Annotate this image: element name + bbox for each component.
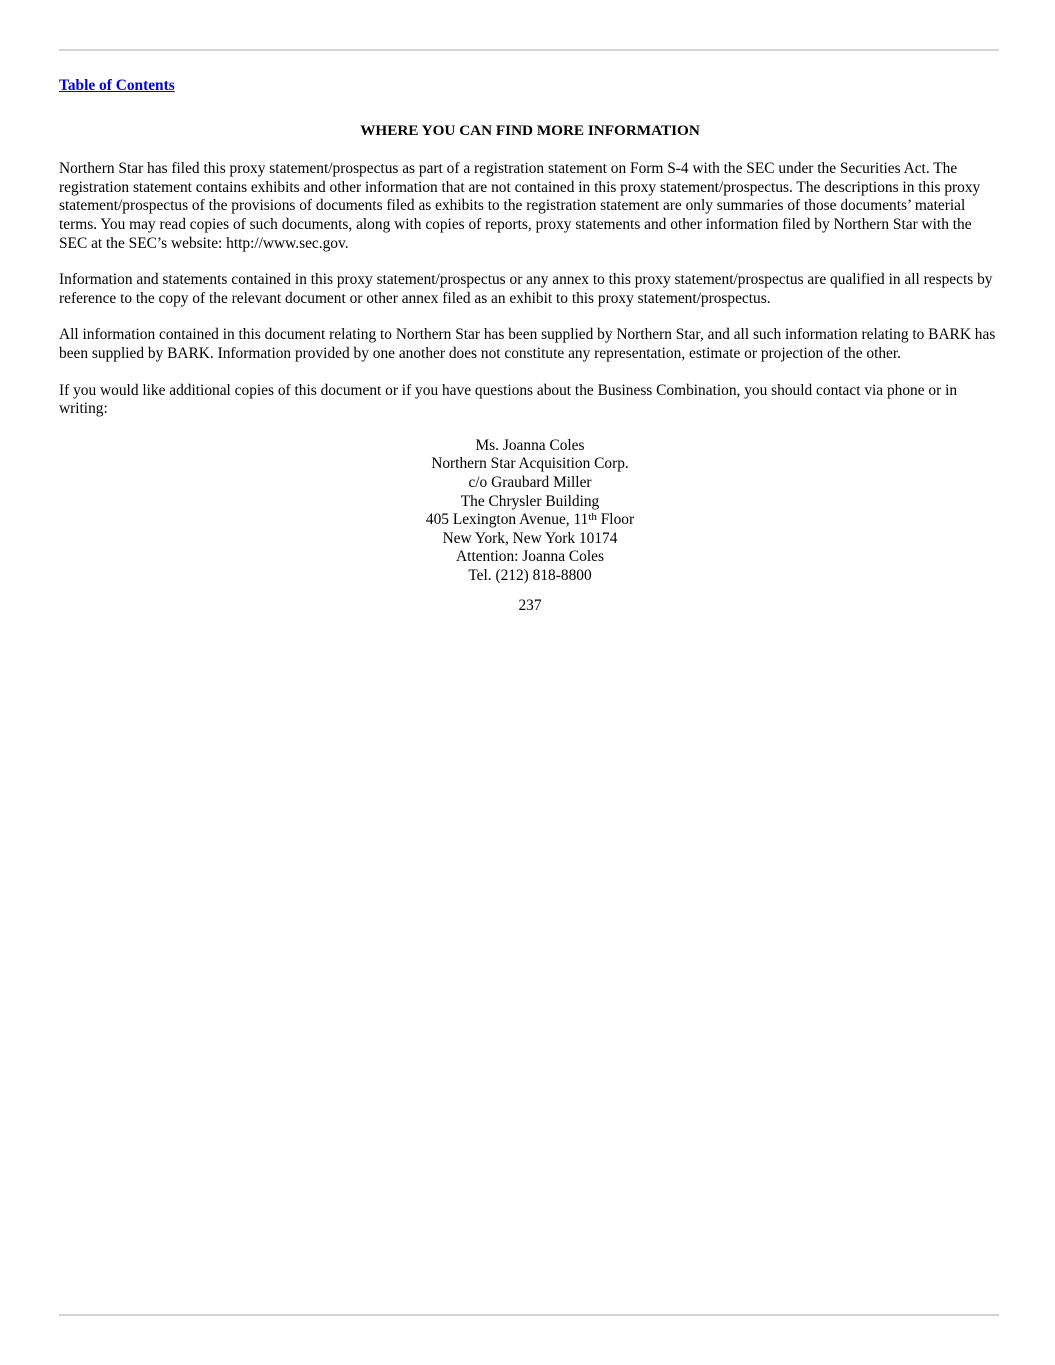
paragraph-qualification: Information and statements contained in this proxy statement/prospectus or any annex to this proxy statement/prospectus are qualified in all respects by reference to the copy of the relevant document or other annex filed as an exhibit to this proxy statement/prospectus. <box>59 271 993 307</box>
paragraph-contact-instructions: If you would like additional copies of this document or if you have questions about the Business Combination, you should contact via phone or in writing: <box>59 381 958 418</box>
contact-street <box>59 511 1001 530</box>
paragraph-information-supplied: All information contained in this document relating to Northern Star has been supplied by Northern Star, and all such information relating to BARK has been supplied by BARK. Information provided by one another does not constitute any representation, estimate or projection of the other. <box>59 326 996 362</box>
paragraph-registration-statement: Northern Star has filed this proxy statement/prospectus as part of a registration statement on Form S-4 with the SEC under the Securities Act. The registration statement contains exhibits and other information that are not contained in this proxy statement/prospectus. The descriptions in this proxy statement/prospectus of the provisions of documents filed as exhibits to the registration statement are only summaries of those documents’ material terms. You may read copies of such documents, along with copies of reports, proxy statements and other information filed by Northern Star with the SEC at the SEC’s website: http://www.sec.gov. <box>59 160 981 252</box>
contact-phone: Tel. (212) 818-8800 <box>468 566 592 584</box>
section-heading: WHERE YOU CAN FIND MORE INFORMATION <box>360 121 700 139</box>
table-of-contents-link[interactable]: Table of Contents <box>59 77 175 94</box>
contact-street-suffix: Floor <box>596 511 635 529</box>
document-page <box>59 77 1001 616</box>
contact-company: Northern Star Acquisition Corp. <box>431 455 629 473</box>
contact-city: New York, New York 10174 <box>442 529 618 547</box>
contact-attention: Attention: Joanna Coles <box>456 548 604 566</box>
contact-care-of: c/o Graubard Miller <box>468 473 592 491</box>
contact-building: The Chrysler Building <box>460 492 600 510</box>
contact-address-block <box>59 437 1001 586</box>
top-divider <box>59 49 999 51</box>
page-number: 237 <box>518 597 542 615</box>
contact-street-prefix: 405 Lexington Avenue, 11 <box>425 511 589 529</box>
bottom-divider <box>59 1314 999 1316</box>
contact-name: Ms. Joanna Coles <box>475 436 585 454</box>
contact-street-superscript: th <box>588 511 597 524</box>
